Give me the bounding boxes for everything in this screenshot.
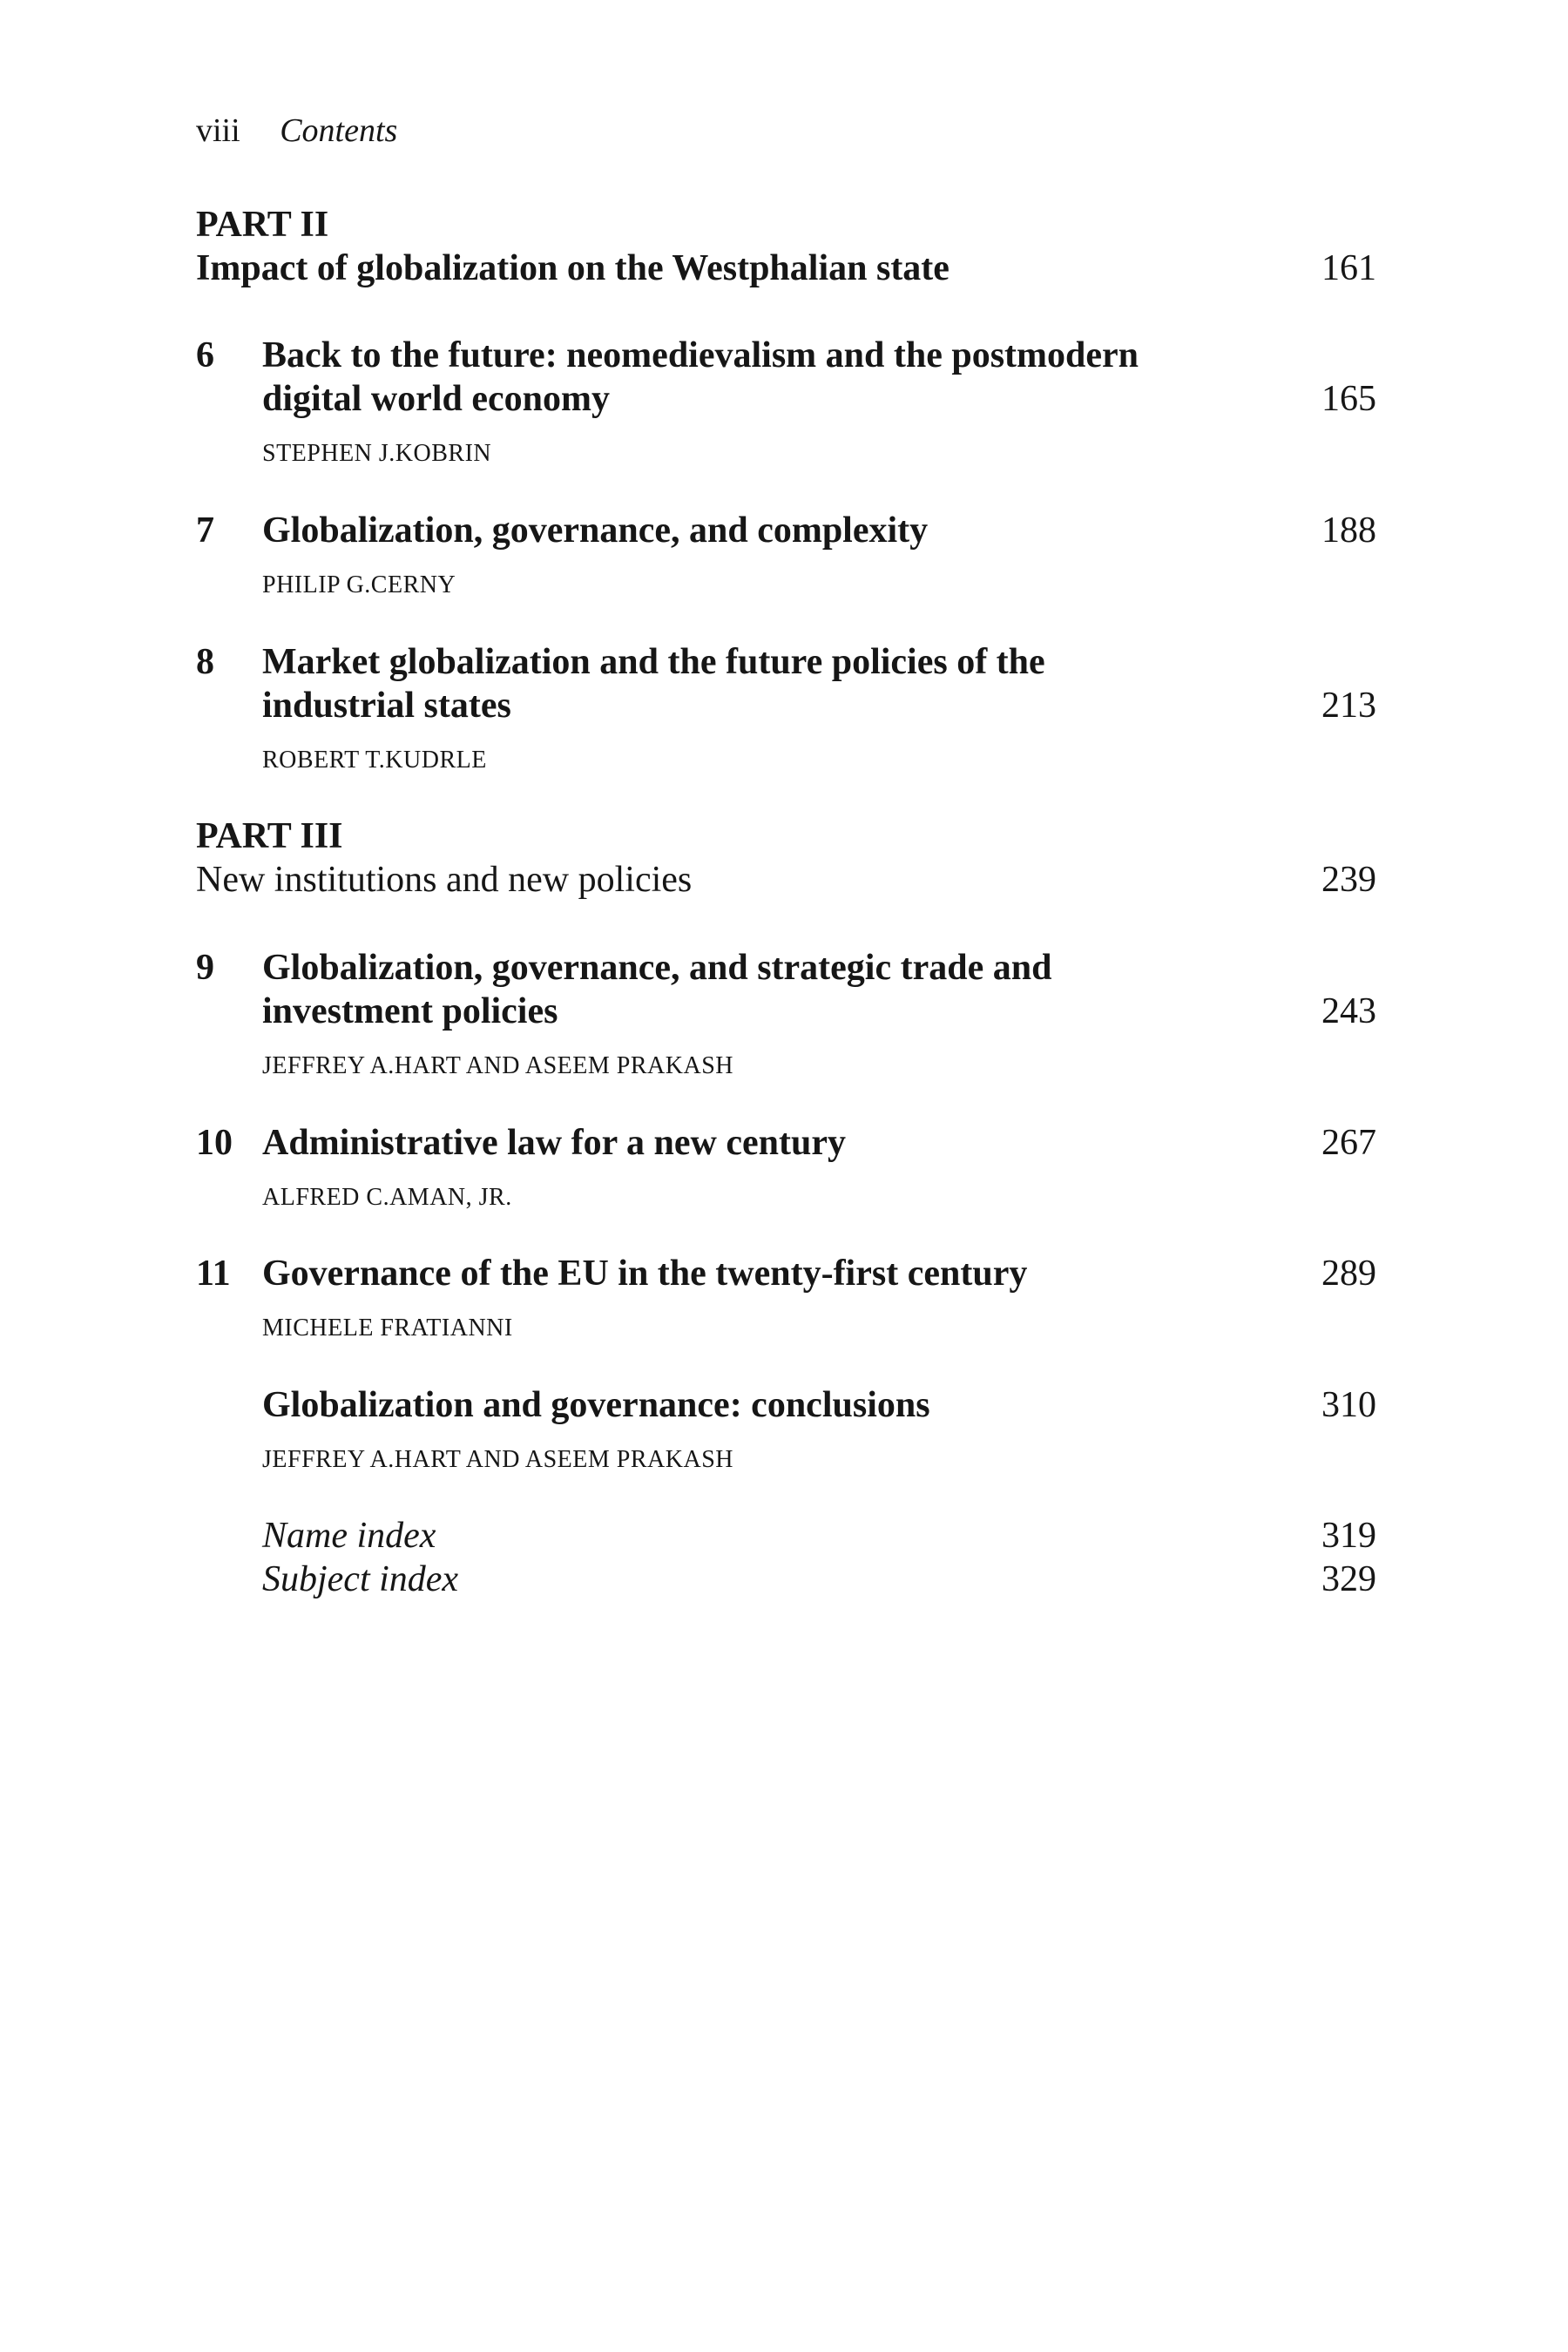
- chapter-page: 243: [1321, 991, 1376, 1031]
- part-ii-title: Impact of globalization on the Westphalian state: [196, 248, 950, 288]
- chapter-page: 165: [1321, 379, 1376, 419]
- conclusions-title: Globalization and governance: conclusions: [262, 1385, 930, 1425]
- part-iii-page: 239: [1321, 860, 1376, 900]
- chapter-title-line1: Back to the future: neomedievalism and the postmodern: [262, 335, 1139, 375]
- toc-entry-chapter-9[interactable]: [196, 946, 1376, 1033]
- chapter-10-author-row: [196, 1176, 1376, 1211]
- running-head-title: Contents: [280, 112, 398, 149]
- chapter-title-line2: investment policies: [262, 991, 558, 1031]
- index-page: 329: [1321, 1559, 1376, 1599]
- part-ii-label: PART II: [196, 205, 329, 245]
- toc-entry-name-index[interactable]: [196, 1514, 1376, 1558]
- chapter-author: JEFFREY A.HART AND ASEEM PRAKASH: [262, 1052, 733, 1079]
- chapter-8-author-row: [196, 739, 1376, 774]
- chapter-number: 11: [196, 1254, 231, 1294]
- chapter-author: ALFRED C.AMAN, JR.: [262, 1184, 512, 1211]
- index-label: Subject index: [262, 1559, 459, 1599]
- chapter-title-line1: Market globalization and the future policies of the: [262, 642, 1045, 682]
- toc-entry-subject-index[interactable]: [196, 1558, 1376, 1601]
- toc-entry-chapter-11[interactable]: [196, 1252, 1376, 1295]
- chapter-number: 10: [196, 1123, 233, 1163]
- part-ii-title-row[interactable]: [196, 247, 1376, 290]
- chapter-6-author-row: [196, 432, 1376, 467]
- toc-entry-chapter-8[interactable]: [196, 640, 1376, 727]
- toc-entry-chapter-7[interactable]: [196, 509, 1376, 552]
- running-head: [196, 112, 397, 150]
- chapter-page: 289: [1321, 1254, 1376, 1294]
- part-iii-title-row[interactable]: [196, 858, 1376, 902]
- chapter-title-line2: digital world economy: [262, 379, 610, 419]
- conclusions-author-row: [196, 1438, 1376, 1473]
- page-folio: viii: [196, 112, 240, 149]
- toc-entry-conclusions[interactable]: [196, 1383, 1376, 1427]
- chapter-title-line2: industrial states: [262, 686, 511, 726]
- chapter-7-author-row: [196, 564, 1376, 598]
- chapter-author: PHILIP G.CERNY: [262, 571, 456, 598]
- chapter-9-author-row: [196, 1044, 1376, 1079]
- chapter-number: 7: [196, 510, 214, 551]
- part-iii-label-row: [196, 814, 1376, 858]
- chapter-title-line1: Globalization, governance, and strategic trade and: [262, 948, 1052, 988]
- chapter-number: 6: [196, 335, 214, 375]
- index-page: 319: [1321, 1516, 1376, 1556]
- chapter-11-author-row: [196, 1307, 1376, 1342]
- chapter-author: JEFFREY A.HART AND ASEEM PRAKASH: [262, 1446, 733, 1473]
- chapter-title-line1: Governance of the EU in the twenty-first century: [262, 1254, 1028, 1294]
- index-label: Name index: [262, 1516, 436, 1556]
- chapter-author: MICHELE FRATIANNI: [262, 1315, 513, 1342]
- chapter-title-line1: Administrative law for a new century: [262, 1123, 846, 1163]
- chapter-number: 8: [196, 642, 214, 682]
- chapter-page: 267: [1321, 1123, 1376, 1163]
- toc-entry-chapter-6[interactable]: [196, 334, 1376, 421]
- toc-entry-chapter-10[interactable]: [196, 1121, 1376, 1165]
- chapter-number: 9: [196, 948, 214, 988]
- chapter-page: 188: [1321, 510, 1376, 551]
- conclusions-page: 310: [1321, 1385, 1376, 1425]
- part-iii-label: PART III: [196, 816, 343, 856]
- part-iii-title: New institutions and new policies: [196, 860, 693, 900]
- chapter-title-line1: Globalization, governance, and complexity: [262, 510, 929, 551]
- part-ii-label-row: [196, 203, 1376, 247]
- chapter-author: ROBERT T.KUDRLE: [262, 747, 487, 774]
- part-ii-page: 161: [1321, 248, 1376, 288]
- chapter-author: STEPHEN J.KOBRIN: [262, 440, 492, 467]
- chapter-page: 213: [1321, 686, 1376, 726]
